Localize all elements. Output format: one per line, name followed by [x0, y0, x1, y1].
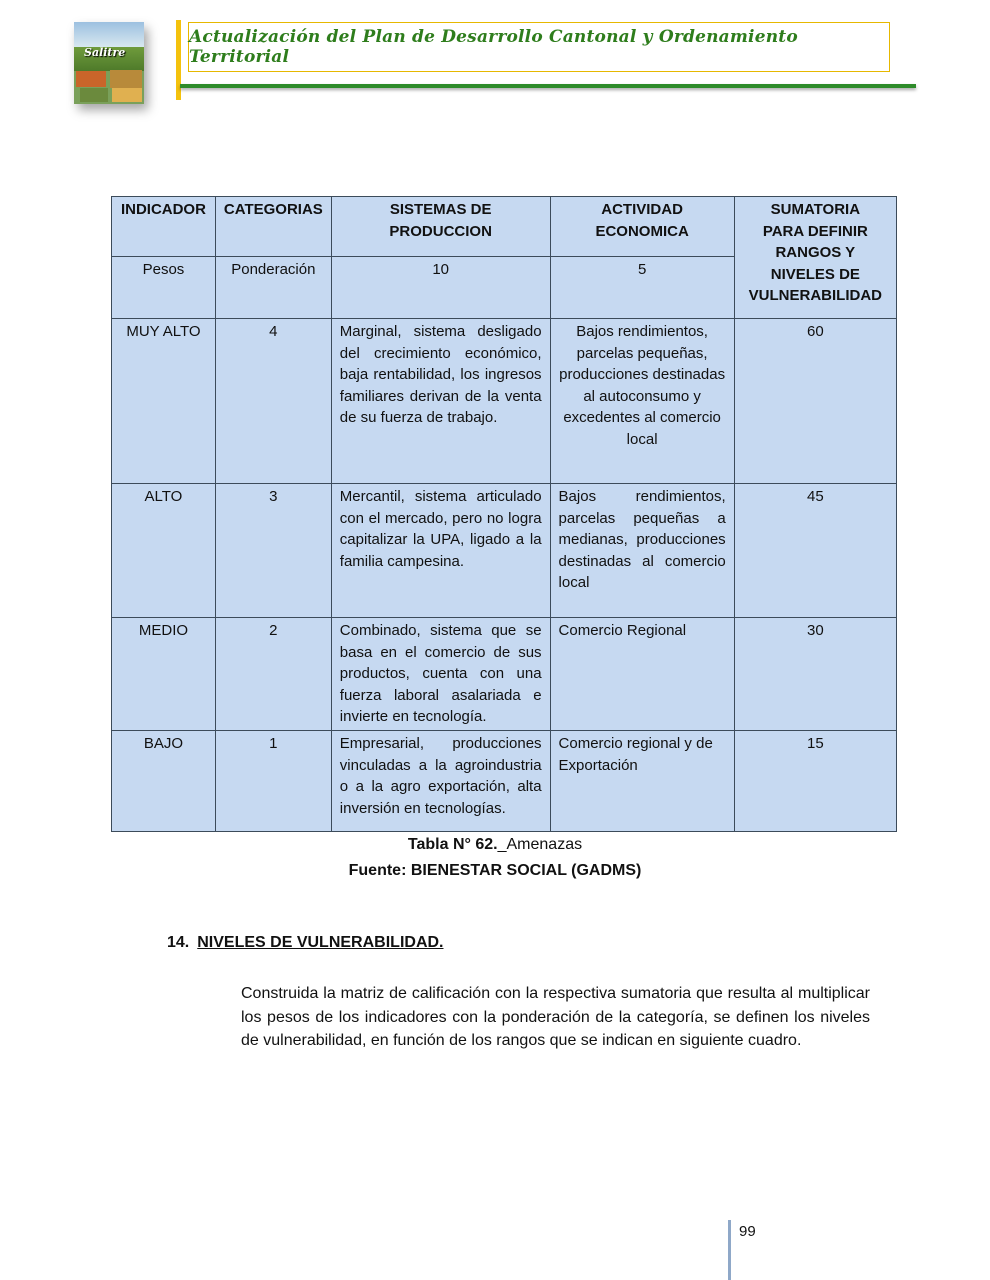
- row-sistema: Mercantil, sistema articulado con el mercado, pero no logra capitalizar la UPA, ligado a la familia campesina.: [331, 484, 550, 618]
- table-caption: [0, 836, 990, 854]
- header-accent-bar: [176, 20, 181, 100]
- row-categoria: 3: [215, 484, 331, 618]
- row-sumatoria: 30: [734, 618, 896, 731]
- logo-text: Salitre: [84, 46, 126, 59]
- vulnerability-table: [111, 196, 897, 832]
- row-sistema: Empresarial, producciones vinculadas a la agroindustria o a la agro exportación, alta inversión en tecnologías.: [331, 731, 550, 832]
- row-sumatoria: 45: [734, 484, 896, 618]
- table-row: [112, 731, 897, 832]
- table-row: [112, 319, 897, 484]
- header-indicador: INDICADOR: [112, 197, 216, 257]
- row-sistema: Marginal, sistema desligado del crecimiento económico, baja rentabilidad, los ingresos familiares derivan de la venta de su fuerza de trabajo.: [331, 319, 550, 484]
- header-title: Actualización del Plan de Desarrollo Cantonal y Ordenamiento Territorial: [189, 27, 798, 67]
- section-number: 14.: [167, 934, 190, 951]
- body-paragraph: Construida la matriz de calificación con la respectiva sumatoria que resulta al multiplicar los pesos de los indicadores con la ponderación de la categoría, se definen los niveles de vulnerabilidad, en función de los rangos que se indican en siguiente cuadro.: [241, 985, 870, 1049]
- salitre-logo: [74, 22, 144, 104]
- table-source: Fuente: BIENESTAR SOCIAL (GADMS): [348, 862, 642, 879]
- table-number: Tabla N° 62.: [407, 836, 498, 853]
- row-indicador: BAJO: [112, 731, 216, 832]
- header-sumatoria: SUMATORIA PARA DEFINIR RANGOS Y NIVELES DE VULNERABILIDAD: [734, 197, 896, 319]
- row-sistema: Combinado, sistema que se basa en el comercio de sus productos, cuenta con una fuerza laboral asalariada e invierte en tecnología.: [331, 618, 550, 731]
- row-categoria: 1: [215, 731, 331, 832]
- weights-ponderacion: Ponderación: [215, 257, 331, 319]
- header-categorias: CATEGORIAS: [215, 197, 331, 257]
- row-sumatoria: 60: [734, 319, 896, 484]
- row-indicador: MUY ALTO: [112, 319, 216, 484]
- header-sistemas: SISTEMAS DE PRODUCCION: [331, 197, 550, 257]
- section-heading: [167, 934, 444, 952]
- table-row: [112, 484, 897, 618]
- weights-sistemas: 10: [331, 257, 550, 319]
- row-actividad: Bajos rendimientos, parcelas pequeñas a medianas, producciones destinadas al comercio local: [550, 484, 734, 618]
- row-sumatoria: 15: [734, 731, 896, 832]
- row-categoria: 4: [215, 319, 331, 484]
- table-row: [112, 618, 897, 731]
- section-title: NIVELES DE VULNERABILIDAD.: [197, 934, 444, 951]
- header-actividad: ACTIVIDAD ECONOMICA: [550, 197, 734, 257]
- row-categoria: 2: [215, 618, 331, 731]
- row-actividad: Bajos rendimientos, parcelas pequeñas, producciones destinadas al autoconsumo y excedentes al comercio local: [550, 319, 734, 484]
- header-divider: [180, 84, 916, 88]
- row-actividad: Comercio regional y de Exportación: [550, 731, 734, 832]
- row-indicador: MEDIO: [112, 618, 216, 731]
- row-indicador: ALTO: [112, 484, 216, 618]
- table-name: _Amenazas: [497, 836, 583, 853]
- row-actividad: Comercio Regional: [550, 618, 734, 731]
- weights-actividad: 5: [550, 257, 734, 319]
- page-number-rule: [728, 1220, 731, 1280]
- table-header-row: [112, 197, 897, 257]
- weights-label: Pesos: [112, 257, 216, 319]
- page-number: 99: [739, 1223, 756, 1240]
- header-title-box: [188, 22, 890, 72]
